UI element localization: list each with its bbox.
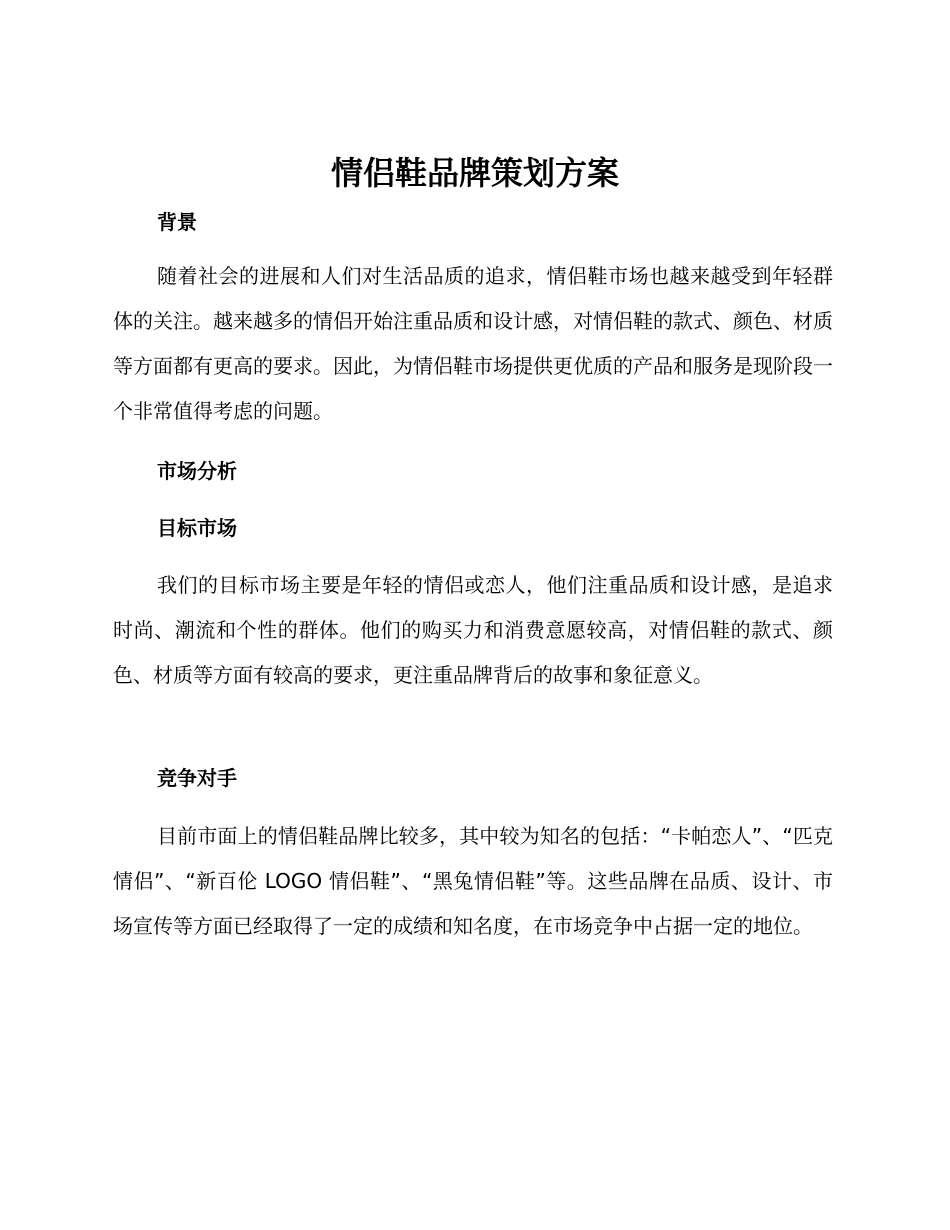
section-heading-background: 背景 bbox=[157, 210, 197, 234]
paragraph-target-market: 我们的目标市场主要是年轻的情侣或恋人，他们注重品质和设计感，是追求时尚、潮流和个性的群体。他们的购买力和消费意愿较高，对情侣鞋的款式、颜色、材质等方面有较高的要求，更注重品牌背后的故事和象征意义。 bbox=[113, 573, 833, 687]
section-heading-target-market: 目标市场 bbox=[157, 516, 237, 540]
paragraph-competitors: 目前市面上的情侣鞋品牌比较多，其中较为知名的包括：“卡帕恋人”、“匹克情侣”、“新百伦 LOGO 情侣鞋”、“黑兔情侣鞋”等。这些品牌在品质、设计、市场宣传等方面已经取得了一定的成绩和知名度，在市场竞争中占据一定的地位。 bbox=[113, 824, 833, 938]
section-heading-competitors: 竞争对手 bbox=[157, 766, 237, 790]
document-title: 情侣鞋品牌策划方案 bbox=[330, 154, 619, 192]
section-heading-market-analysis: 市场分析 bbox=[157, 459, 237, 483]
paragraph-background: 随着社会的进展和人们对生活品质的追求，情侣鞋市场也越来越受到年轻群体的关注。越来越多的情侣开始注重品质和设计感，对情侣鞋的款式、颜色、材质等方面都有更高的要求。因此，为情侣鞋市场提供更优质的产品和服务是现阶段一个非常值得考虑的问题。 bbox=[113, 264, 833, 423]
